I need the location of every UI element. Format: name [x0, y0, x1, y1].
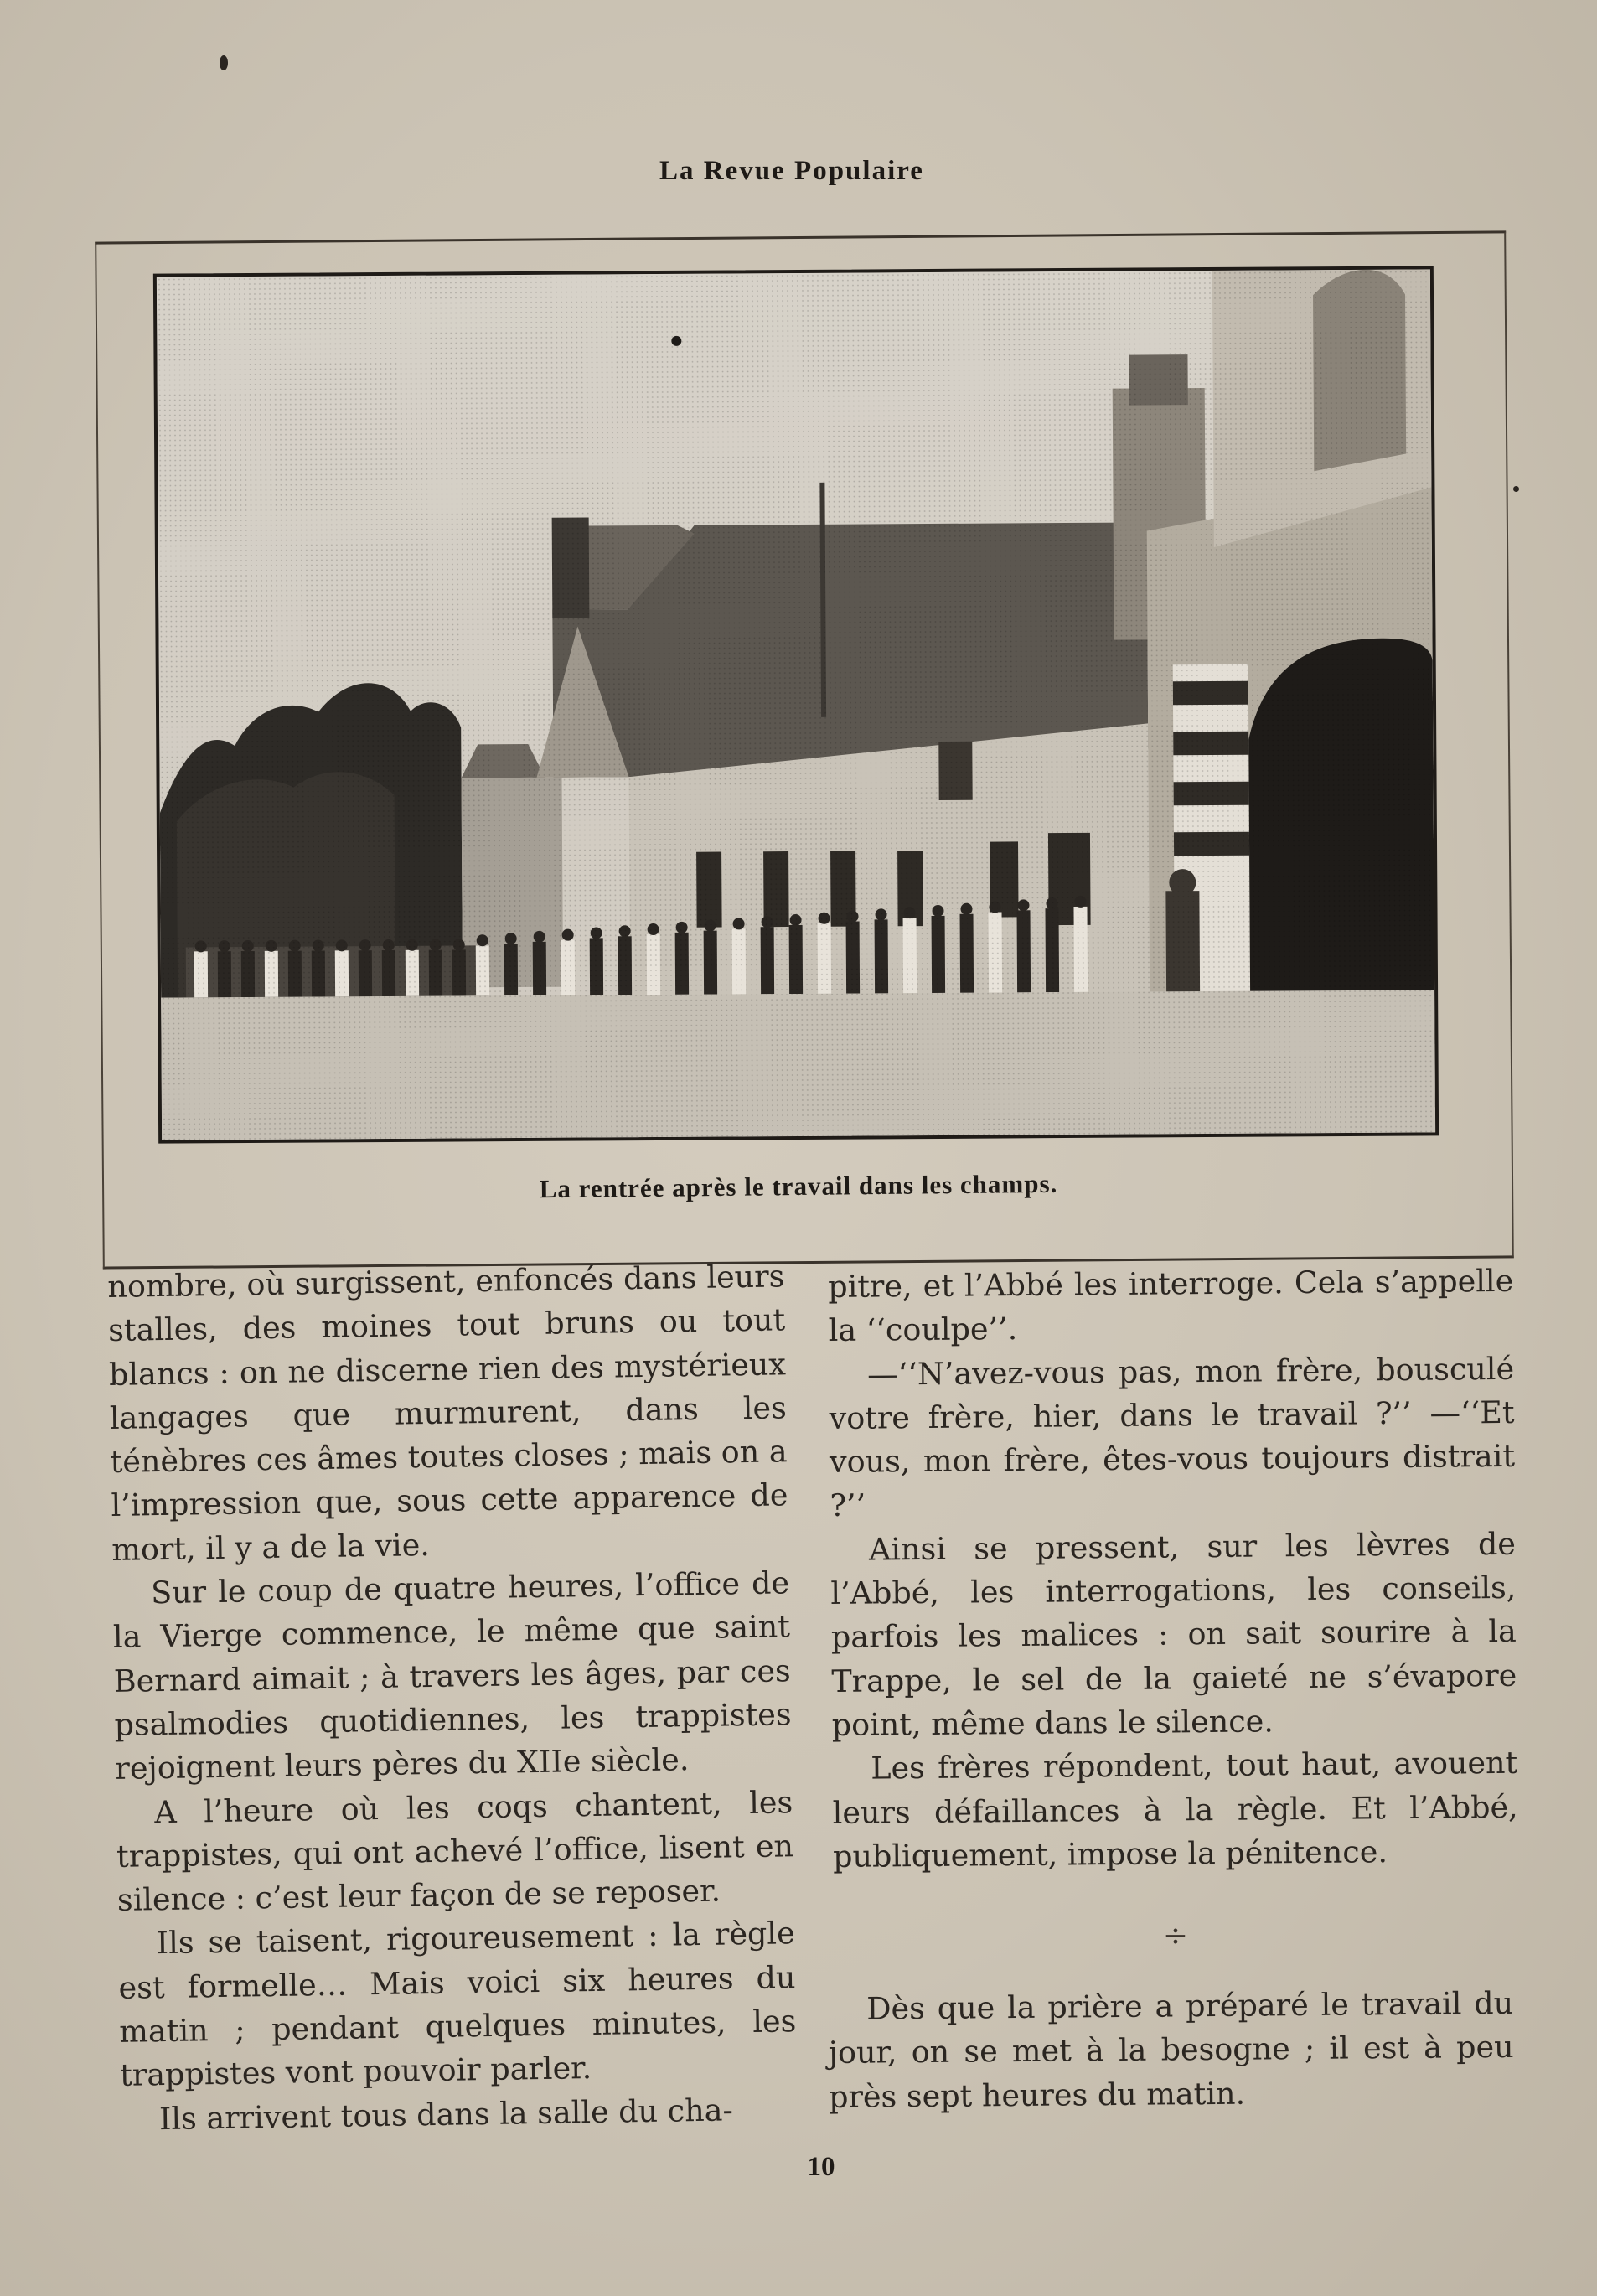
paragraph: Ils arrivent tous dans la salle du cha-	[158, 2092, 734, 2137]
paragraph: nombre, où surgissent, enfoncés dans leurs stalles, des moines tout bruns ou tout blancs : on ne discerne rien des mystérieux langages que murmurent, dans les ténèbres ces âmes toutes closes ; mais on a l’impression que, sous cette apparence de mort, il y a de la vie.	[107, 1258, 788, 1568]
article-column-left	[107, 1254, 798, 2141]
figure-caption: La rentrée après le travail dans les champs.	[539, 1168, 1058, 1204]
paragraph: A l’heure où les coqs chantent, les trappistes, qui ont achevé l’office, lisent en silence : c’est leur façon de se reposer.	[116, 1783, 794, 1919]
paragraph: —‘‘N’avez-vous pas, mon frère, bousculé votre frère, hier, dans le travail ?’’ —‘‘Et vous, mon frère, êtes-vous toujours distrait ?’’	[829, 1350, 1516, 1524]
paragraph: Ils se taisent, rigoureusement : la règle est formelle… Mais voici six heures du matin ; pendant quelques minutes, les trappistes vont pouvoir parler.	[118, 1915, 797, 2094]
article-column-right	[828, 1259, 1518, 1879]
ink-speck	[1513, 486, 1519, 492]
section-divider: ÷	[1162, 1919, 1189, 1953]
running-head-title: La Revue Populaire	[659, 156, 924, 186]
abbey-courtyard-photo	[157, 269, 1435, 1140]
page-number: 10	[807, 2152, 835, 2182]
paragraph: Dès que la prière a préparé le travail du jour, on se met à la besogne ; il est à peu près sept heures du matin.	[828, 1984, 1514, 2115]
paragraph: pitre, et l’Abbé les interroge. Cela s’appelle la ‘‘coulpe’’.	[828, 1262, 1514, 1349]
paragraph: Les frères répondent, tout haut, avouent leurs défaillances à la règle. Et l’Abbé, publiquement, impose la pénitence.	[832, 1745, 1518, 1875]
paragraph: Sur le coup de quatre heures, l’office de la Vierge commence, le même que saint Bernard aimait ; à travers les âges, par ces psalmodies quotidiennes, les trappistes rejoignent leurs pères du XIIe siècle.	[112, 1564, 792, 1787]
article-column-right-continued	[828, 1982, 1514, 2119]
ink-speck	[220, 55, 228, 70]
halftone-photograph	[153, 266, 1439, 1143]
paragraph: Ainsi se pressent, sur les lèvres de l’Abbé, les interrogations, les conseils, parfois les malices : on sait sourire à la Trappe, le sel de la gaieté ne s’évapore point, même dans le silence.	[830, 1525, 1517, 1743]
